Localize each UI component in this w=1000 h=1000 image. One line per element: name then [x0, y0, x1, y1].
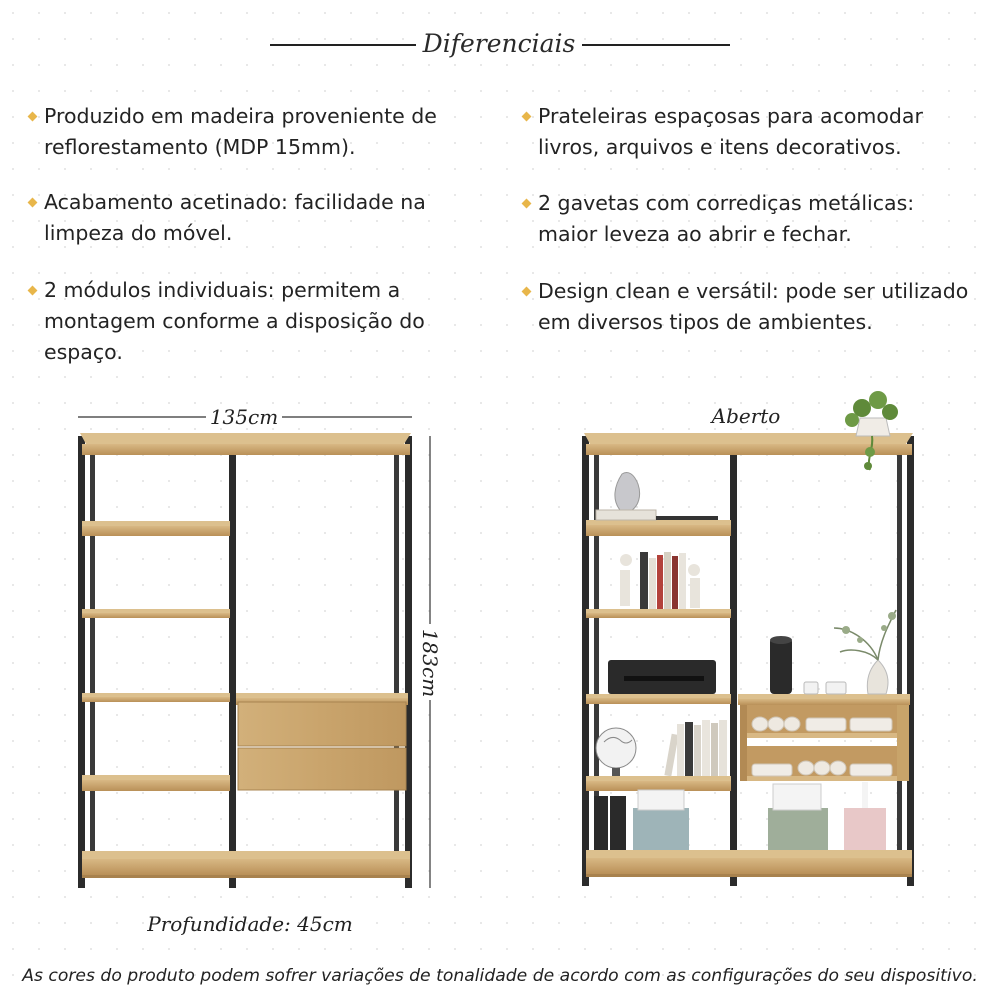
shelf-closed-drawing	[78, 417, 430, 888]
color-disclaimer: As cores do produto podem sofrer variações de tonalidade de acordo com as configurações do seu dispositivo.	[22, 966, 978, 986]
feature-line: Produzido em madeira proveniente de	[44, 104, 437, 128]
feature-line: em diversos tipos de ambientes.	[538, 310, 873, 334]
width-dimension-label: 135cm	[209, 405, 279, 429]
feature-line: reflorestamento (MDP 15mm).	[44, 135, 356, 159]
height-dimension-label: 183cm	[418, 628, 442, 698]
feature-line: montagem conforme a disposição do	[44, 309, 425, 333]
feature-line: Acabamento acetinado: facilidade na	[44, 190, 426, 214]
feature-line: espaço.	[44, 340, 123, 364]
section-title: Diferenciais	[422, 29, 576, 58]
feature-line: limpeza do móvel.	[44, 221, 233, 245]
open-view-label: Aberto	[711, 404, 781, 428]
feature-line: maior leveza ao abrir e fechar.	[538, 222, 852, 246]
feature-line: 2 módulos individuais: permitem a	[44, 278, 401, 302]
feature-line: Design clean e versátil: pode ser utilizado	[538, 279, 969, 303]
depth-dimension-label: Profundidade: 45cm	[147, 912, 353, 936]
feature-line: livros, arquivos e itens decorativos.	[538, 135, 902, 159]
feature-line: 2 gavetas com corrediças metálicas:	[538, 191, 915, 215]
shelf-open-drawing	[582, 391, 914, 886]
feature-line: Prateleiras espaçosas para acomodar	[538, 104, 923, 128]
